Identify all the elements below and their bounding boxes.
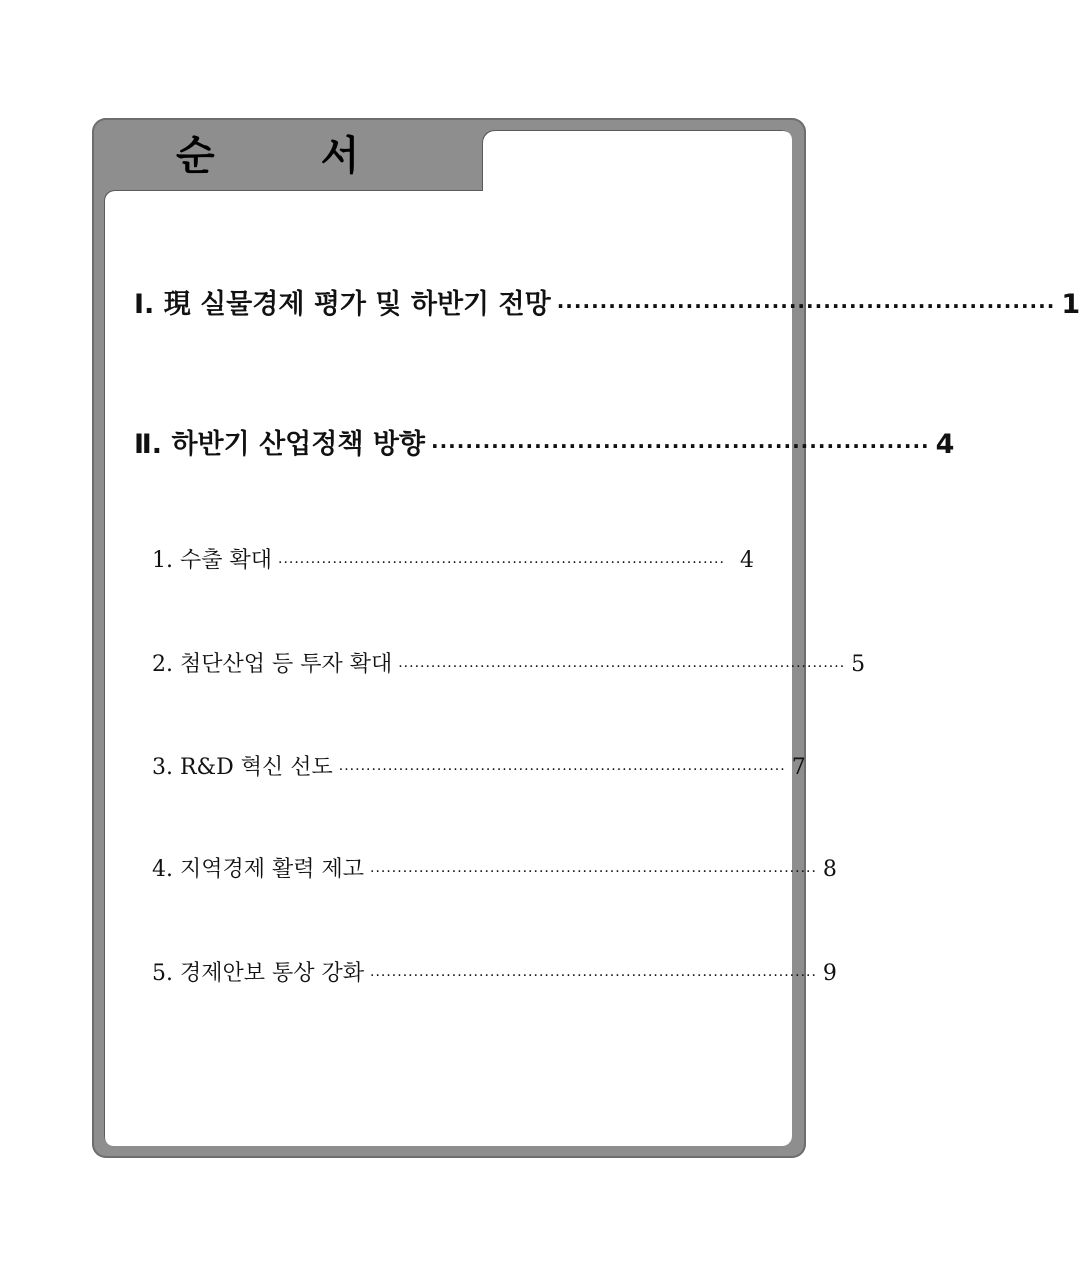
toc-entry-minor-3[interactable] [134, 750, 806, 781]
toc-entry-page: 5 [851, 652, 866, 677]
toc-entry-page: 9 [822, 961, 837, 986]
page-title: 순 서 [176, 133, 406, 179]
toc-entry-label: Ⅰ. 現 실물경제 평가 및 하반기 전망 [134, 289, 551, 320]
toc-entry-page: 8 [822, 857, 837, 882]
leader-dots: ·················································································· [370, 968, 817, 984]
toc-entry-label: 4. 지역경제 활력 제고 [152, 857, 364, 882]
leader-dots: ·················································································· [338, 762, 786, 778]
toc-entry-label: 1. 수출 확대 [152, 548, 272, 573]
leader-dots: ·················································································· [370, 864, 817, 880]
toc-entry-minor-2[interactable] [134, 647, 866, 678]
toc-entry-page: 4 [740, 548, 754, 573]
sheet-tab-join [483, 190, 791, 214]
leader-dots: ·························································· [556, 294, 1056, 318]
leader-dots: ·················································································· [398, 659, 846, 675]
toc-entry-minor-1[interactable] [134, 543, 754, 574]
leader-dots: ·························································· [430, 434, 930, 458]
toc-entry-page: 7 [791, 755, 806, 780]
toc-entry-minor-4[interactable] [134, 852, 837, 883]
leader-dots: ·················································································· [278, 555, 725, 571]
toc-entry-label: 5. 경제안보 통상 강화 [152, 961, 364, 986]
toc-entry-minor-5[interactable] [134, 956, 837, 987]
toc-entry-label: Ⅱ. 하반기 산업정책 방향 [134, 429, 425, 460]
toc-entry-major-1[interactable] [134, 282, 1080, 321]
toc-entry-label: 3. R&D 혁신 선도 [152, 755, 333, 780]
toc-entry-label: 2. 첨단산업 등 투자 확대 [152, 652, 393, 677]
toc-entry-page: 1 [1061, 289, 1080, 320]
toc-entry-page: 4 [935, 429, 955, 460]
toc-entry-major-2[interactable] [134, 422, 955, 461]
